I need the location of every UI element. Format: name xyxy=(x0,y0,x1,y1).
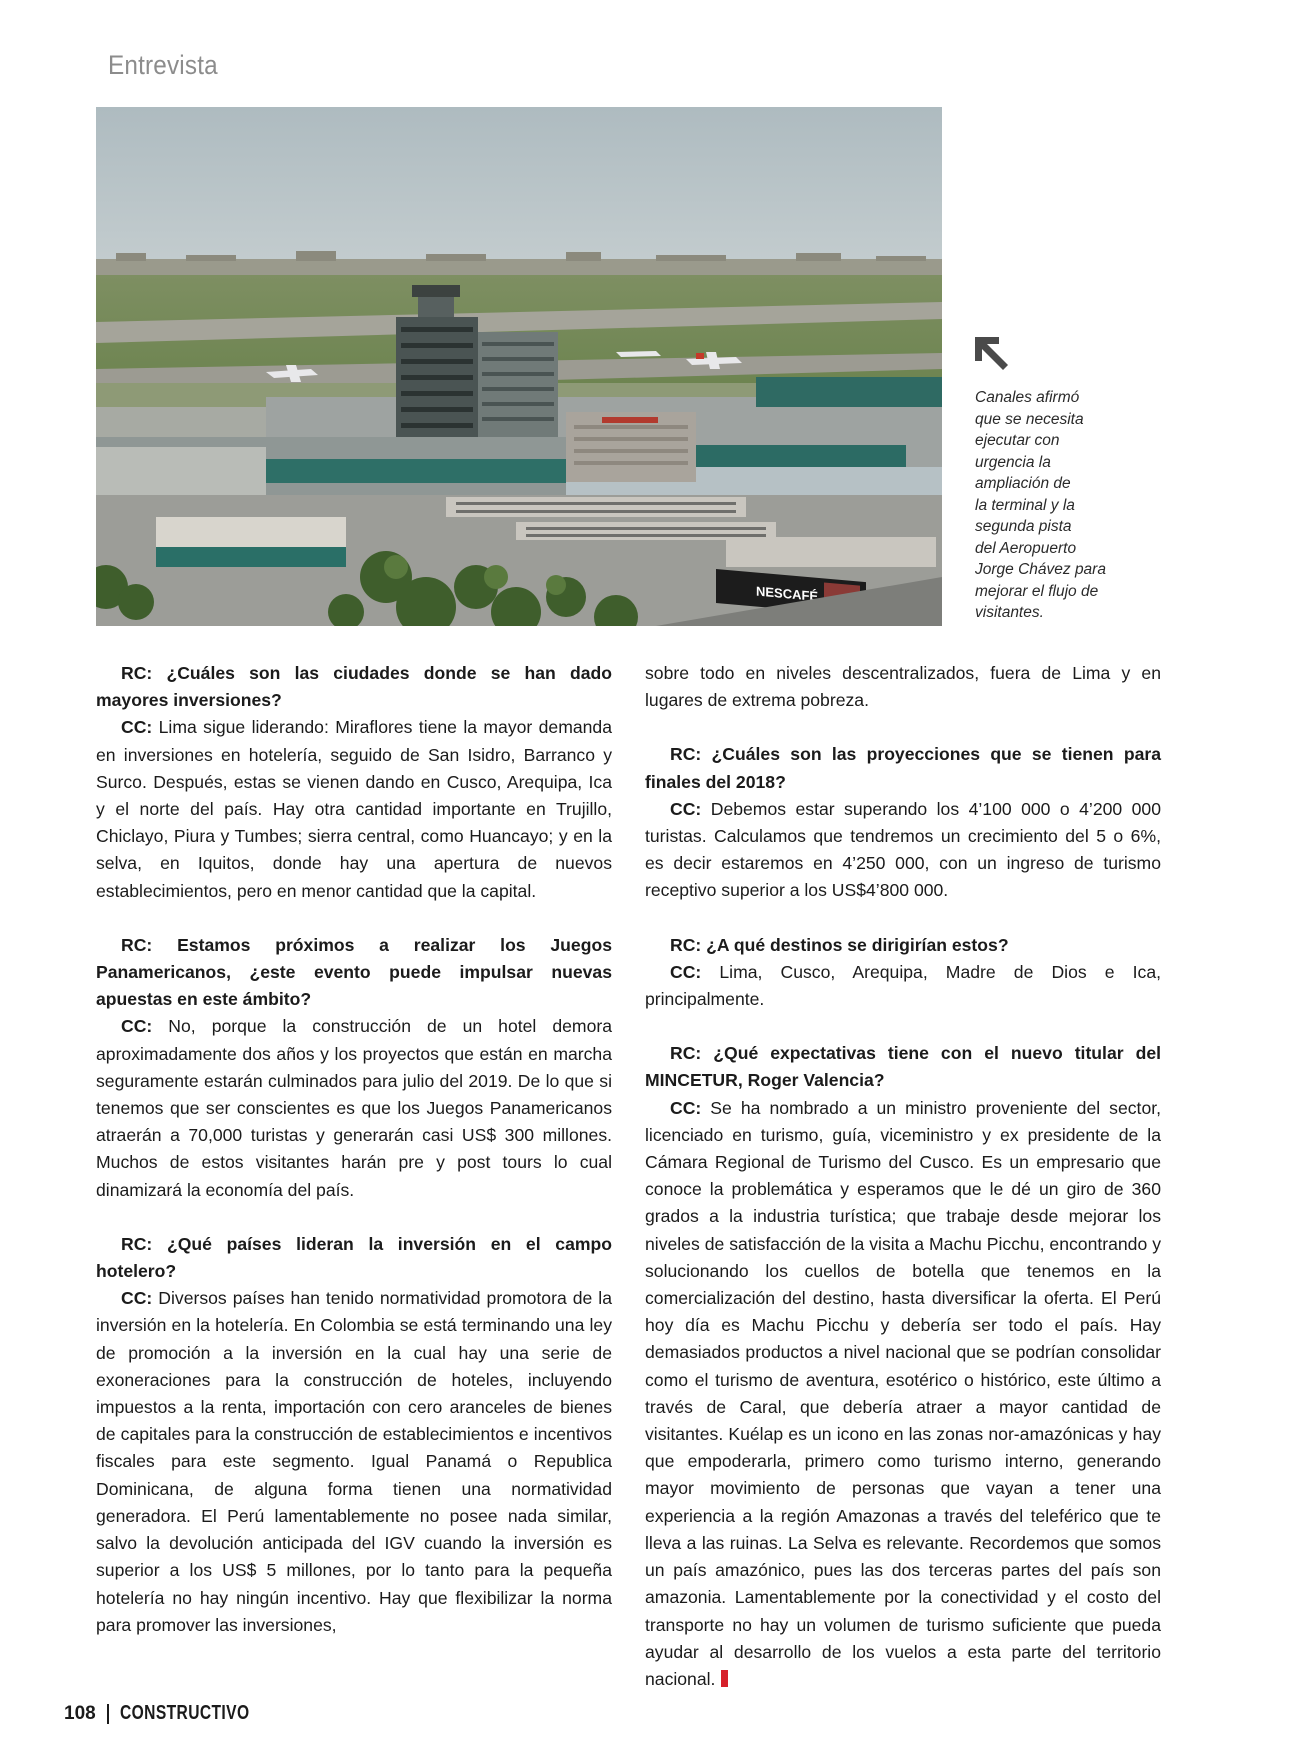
caption-line: del Aeropuerto xyxy=(975,539,1077,557)
page-footer xyxy=(64,1702,286,1725)
question-paragraph: RC: ¿Qué expectativas tiene con el nuevo titular del MINCETUR, Roger Valencia? xyxy=(645,1043,1161,1091)
answer-paragraph xyxy=(96,1013,612,1203)
caption-line: ampliación de xyxy=(975,475,1071,492)
question-paragraph: RC: Estamos próximos a realizar los Juegos Panamericanos, ¿este evento puede impulsar nuevas apuestas en este ámbito? xyxy=(96,934,612,1010)
speaker-label: CC: xyxy=(670,961,702,982)
caption-line: ejecutar con xyxy=(975,432,1060,449)
question-paragraph: RC: ¿Cuáles son las proyecciones que se tienen para finales del 2018? xyxy=(645,744,1161,792)
caption-line: visitantes. xyxy=(975,604,1044,621)
caption-line: segunda pista xyxy=(975,518,1072,535)
answer-paragraph xyxy=(645,959,1161,1013)
answer-text: Lima sigue liderando: Miraflores tiene la mayor demanda en inversiones en hotelería, seguido de San Isidro, Barranco y Surco. Después, estas se vienen dando en Cusco, Arequipa, Ica y el norte del país. Hay otra cantidad importante en Trujillo, Chiclayo, Piura y Tumbes; sierra central, como Huancayo; y en la selva, en Iquitos, donde hay una apertura de nuevos establecimientos, pero en menor cantidad que la capital. xyxy=(96,717,612,901)
continued-paragraph: sobre todo en niveles descentralizados, fuera de Lima y en lugares de extrema pobreza. xyxy=(645,663,1161,711)
airport-photo xyxy=(96,107,942,626)
caption-line: la terminal y la xyxy=(975,496,1075,514)
article-column-right xyxy=(645,660,1161,1693)
footer-divider xyxy=(107,1704,109,1724)
section-label: Entrevista xyxy=(108,50,218,80)
answer-paragraph xyxy=(96,1285,612,1639)
answer-paragraph xyxy=(645,796,1161,905)
speaker-label: CC: xyxy=(121,1288,153,1309)
answer-paragraph xyxy=(645,1095,1161,1693)
caption-line: mejorar el flujo de xyxy=(975,582,1099,600)
speaker-label: CC: xyxy=(121,1016,153,1037)
article-column-left xyxy=(96,660,612,1639)
page-number: 108 xyxy=(64,1702,96,1724)
answer-text: Lima, Cusco, Arequipa, Madre de Dios e Ica, principalmente. xyxy=(645,961,1161,1010)
question-paragraph: RC: ¿Qué países lideran la inversión en el campo hotelero? xyxy=(96,1233,612,1282)
magazine-name: CONSTRUCTIVO xyxy=(119,1702,250,1724)
article-end-mark xyxy=(721,1670,728,1687)
photo-caption xyxy=(975,387,1135,624)
speaker-label: CC: xyxy=(121,717,153,738)
caption-line: Canales afirmó xyxy=(975,389,1080,406)
caption-line: que se necesita xyxy=(975,410,1084,428)
caption-line: urgencia la xyxy=(975,453,1051,471)
billboard-text: NESCAFÉ xyxy=(756,583,819,604)
speaker-label: CC: xyxy=(670,1097,702,1118)
answer-text: No, porque la construcción de un hotel demora aproximadamente dos años y los proyectos que están en marcha seguramente estarán culminados para julio del 2019. De lo que si tenemos que ser conscientes es que los Juegos Panamericanos atraerán a 70,000 turistas y generarán casi US$ 300 millones. Muchos de estos visitantes harán pre y post tours lo cual dinamizará la economía del país. xyxy=(96,1016,612,1200)
answer-text: Diversos países han tenido normatividad promotora de la inversión en la hotelería. En Colombia se está terminando una ley de promoción a la inversión en la cual hay una serie de exoneraciones para la construcción de hoteles, incluyendo impuestos a la renta, importación con cero aranceles de bienes de capitales para la construcción de establecimientos e incentivos fiscales para este segmento. Igual Panamá o Republica Dominicana, de alguna forma tienen una normatividad generadora. El Perú lamentablemente no posee nada similar, salvo la devolución anticipada del IGV cuando la inversión es superior a los US$ 5 millones, por lo tanto para la pequeña hotelería no hay ningún incentivo. Hay que flexibilizar la norma para promover las inversiones, xyxy=(96,1288,612,1635)
question-paragraph: RC: ¿A qué destinos se dirigirían estos? xyxy=(670,934,1009,955)
answer-paragraph xyxy=(96,714,612,904)
airport-photo-illustration xyxy=(96,107,942,626)
question-paragraph: RC: ¿Cuáles son las ciudades donde se han dado mayores inversiones? xyxy=(96,663,612,711)
answer-text: Debemos estar superando los 4’100 000 o 4’200 000 turistas. Calculamos que tendremos un crecimiento del 5 o 6%, es decir estaremos en 4’250 000, con un ingreso de turismo receptivo superior a los US$4’800 000. xyxy=(645,798,1161,901)
caption-line: Jorge Chávez para xyxy=(975,561,1106,578)
arrow-up-left-icon xyxy=(975,337,1009,371)
speaker-label: CC: xyxy=(670,798,702,819)
answer-text: Se ha nombrado a un ministro proveniente del sector, licenciado en turismo, guía, viceministro y ex presidente de la Cámara Regional de Turismo del Cusco. Es un empresario que conoce la problemática y esperamos que le dé un giro de 360 grados a la industria turística; que trabaje desde mejorar los niveles de satisfacción de la visita a Machu Picchu, encontrando y solucionando los cuellos de botella que tenemos en la comercialización del destino, hasta diversificar la oferta. El Perú hoy día es Machu Picchu y debería ser todo el país. Hay demasiados productos a nivel nacional que se podrían consolidar como el turismo de aventura, esotérico o histórico, este último a través de Caral, que debería atraer a mayor cantidad de visitantes. Kuélap es un icono en las zonas nor-amazónicas y hay que empoderarla, primero como turismo interno, generando mayor movimiento de personas que vayan a tener una experiencia a la región Amazonas a través del teleférico que te lleva a las ruinas. La Selva es relevante. Recordemos que somos un país amazónico, pues las dos terceras partes del país son amazonia. Lamentablemente por la conectividad y el costo del transporte no hay un volumen de turismo suficiente que pueda ayudar al desarrollo de los vuelos a esta parte del territorio nacional. xyxy=(645,1097,1161,1689)
